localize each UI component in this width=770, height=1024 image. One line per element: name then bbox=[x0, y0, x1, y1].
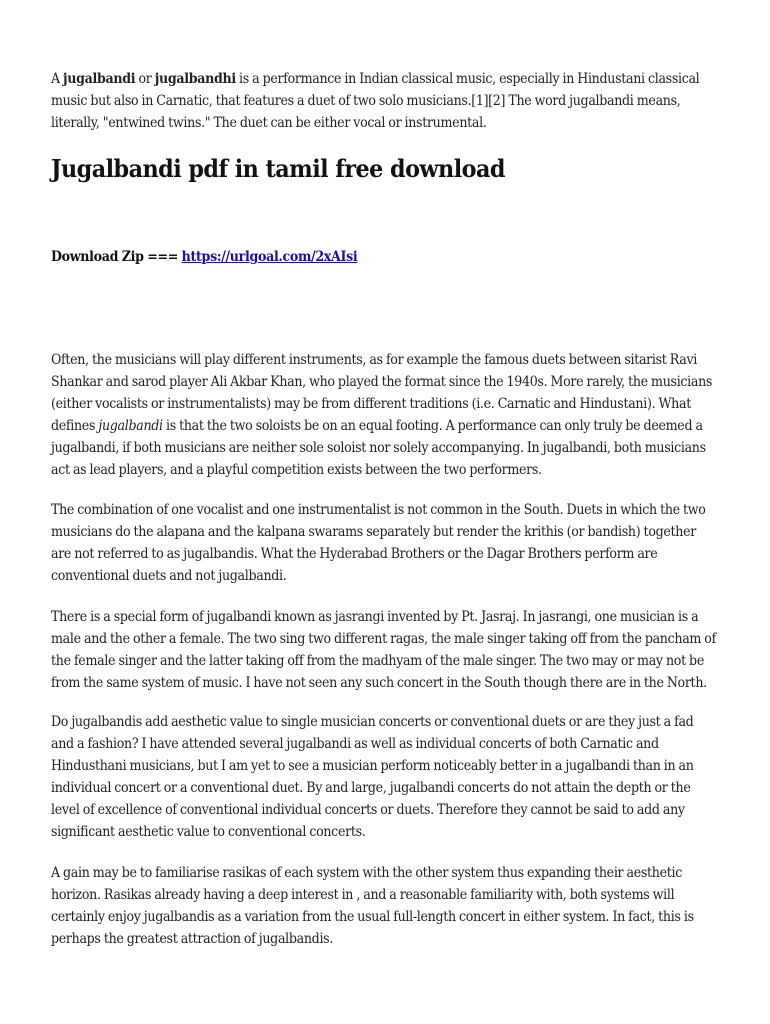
body-paragraph-3: There is a special form of jugalbandi known as jasrangi invented by Pt. Jasraj. In jasrangi, one musician is a male and the other a female. The two sing two different ragas, the male singer taking off from the pancham of the female singer and the latter taking off from the madhyam of the male singer. The two may or may not be from the same system of music. I have not seen any such concert in the South though there are in the North. bbox=[51, 609, 716, 691]
intro-prefix: A bbox=[51, 71, 64, 87]
page-title: Jugalbandi pdf in tamil free download bbox=[51, 154, 505, 183]
download-line bbox=[51, 246, 717, 268]
download-link[interactable]: https://urlgoal.com/2xAIsi bbox=[181, 249, 358, 265]
body-paragraph-5: A gain may be to familiarise rasikas of each system with the other system thus expanding their aesthetic horizon. Rasikas already having a deep interest in , and a reasonable familiarity with, both systems will certainly enjoy jugalbandis as a variation from the usual full-length concert in either system. In fact, this is perhaps the greatest attraction of jugalbandis. bbox=[51, 865, 694, 947]
intro-rest: is a performance in Indian classical music, especially in Hindustani classical music but also in Carnatic, that features a duet of two solo musicians.[1][2] The word jugalbandi means, literally, "entwined twins." The duet can be either vocal or instrumental. bbox=[51, 71, 700, 131]
intro-middle: or bbox=[135, 71, 155, 87]
body-paragraph-2: The combination of one vocalist and one instrumentalist is not common in the South. Duets in which the two musicians do the alapana and the kalpana swarams separately but render the krithis (or bandish) together are not referred to as jugalbandis. What the Hyderabad Brothers or the Dagar Brothers perform are conventional duets and not jugalbandi. bbox=[51, 502, 706, 584]
paragraph-1-part-a: Often, the musicians will play different instruments, as for example the famous duets between sitarist Ravi Shankar and sarod player Ali Akbar Khan, who played the format since the 1940s. More rarely, the musicians (either vocalists or instrumentalists) may be from different traditions (i.e. Carnatic and Hindustani). What defines bbox=[51, 352, 713, 434]
body-paragraph-1 bbox=[51, 349, 717, 481]
paragraph-1-part-b: is that the two soloists be on an equal footing. A performance can only truly be deemed a jugalbandi, if both musicians are neither sole soloist nor solely accompanying. In jugalbandi, both musicians act as lead players, and a playful competition exists between the two performers. bbox=[51, 418, 706, 478]
download-label: Download Zip === bbox=[51, 249, 182, 265]
paragraph-1-emphasis: jugalbandi bbox=[98, 418, 163, 434]
body-paragraph-4: Do jugalbandis add aesthetic value to single musician concerts or conventional duets or are they just a fad and a fashion? I have attended several jugalbandi as well as individual concerts of both Carnatic and Hindusthani musicians, but I am yet to see a musician perform noticeably better in a jugalbandi than in an individual concert or a conventional duet. By and large, jugalbandi concerts do not attain the depth or the level of excellence of conventional individual concerts or duets. Therefore they cannot be said to add any significant aesthetic value to conventional concerts. bbox=[51, 714, 694, 840]
intro-term-jugalbandi: jugalbandi bbox=[63, 71, 136, 87]
intro-paragraph bbox=[51, 68, 717, 134]
intro-term-jugalbandhi: jugalbandhi bbox=[154, 71, 236, 87]
